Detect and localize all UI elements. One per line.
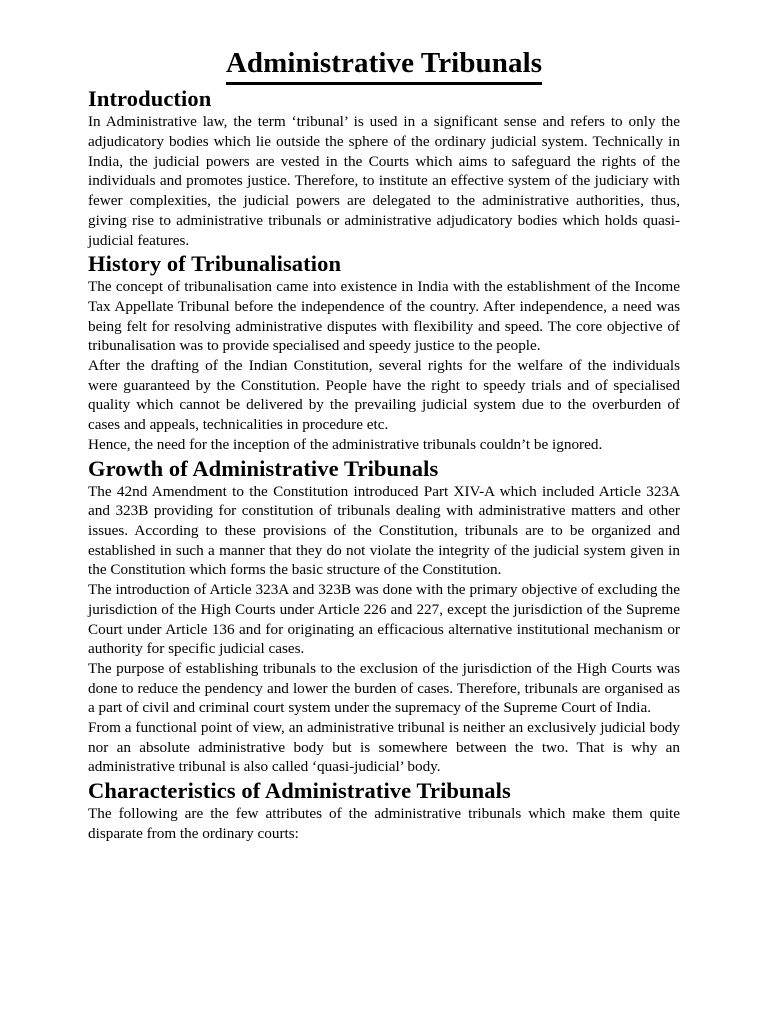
section-heading-history-of-tribunalisation: History of Tribunalisation xyxy=(88,251,342,277)
section-heading-characteristics-of-administrative-tribunals: Characteristics of Administrative Tribunals xyxy=(88,778,511,804)
page-title-text: Administrative Tribunals xyxy=(226,47,542,85)
paragraph-growth-3: The purpose of establishing tribunals to the exclusion of the jurisdiction of the High Courts was done to reduce the pendency and lower the burden of cases. Therefore, tribunals are organised as a part of civil and criminal court system under the supremacy of the Supreme Court of India. xyxy=(88,659,680,717)
section-heading-introduction: Introduction xyxy=(88,86,212,112)
paragraph-growth-4: From a functional point of view, an administrative tribunal is neither an exclusively judicial body nor an absolute administrative body but is somewhere between the two. That is why an administrative tribunal is also called ‘quasi-judicial’ body. xyxy=(88,719,680,776)
document-content xyxy=(88,0,680,844)
paragraph-history-3: Hence, the need for the inception of the administrative tribunals couldn’t be ignored. xyxy=(88,435,603,453)
paragraph-growth-2: The introduction of Article 323A and 323B was done with the primary objective of excluding the jurisdiction of the High Courts under Article 226 and 227, except the jurisdiction of the Supreme Court under Article 136 and for originating an efficacious alternative institutional mechanism or authority for specific judicial cases. xyxy=(88,581,680,658)
paragraph-characteristics-1: The following are the few attributes of the administrative tribunals which make them quite disparate from the ordinary courts: xyxy=(88,805,680,842)
paragraph-history-2: After the drafting of the Indian Constitution, several rights for the welfare of the individuals were guaranteed by the Constitution. People have the right to speedy trials and of specialised quality which cannot be delivered by the prevailing judicial system due to the overburden of cases and appeals, technicalities in procedure etc. xyxy=(88,357,680,434)
paragraph-introduction-1: In Administrative law, the term ‘tribunal’ is used in a significant sense and refers to only the adjudicatory bodies which lie outside the sphere of the ordinary judicial system. Technically in India, the judicial powers are vested in the Courts which aims to safeguard the rights of the individuals and promotes justice. Therefore, to institute an effective system of the judiciary with fewer complexities, the judicial powers are delegated to the administrative authorities, thus, giving rise to administrative tribunals or administrative adjudicatory bodies which holds quasi-judicial features. xyxy=(88,113,680,249)
page-title xyxy=(88,0,680,85)
paragraph-history-1: The concept of tribunalisation came into existence in India with the establishment of the Income Tax Appellate Tribunal before the independence of the country. After independence, a need was being felt for resolving administrative disputes with flexibility and speed. The core objective of tribunalisation was to provide specialised and speedy justice to the people. xyxy=(88,278,680,355)
section-heading-growth-of-administrative-tribunals: Growth of Administrative Tribunals xyxy=(88,455,439,481)
paragraph-growth-1: The 42nd Amendment to the Constitution introduced Part XIV-A which included Article 323A and 323B providing for constitution of tribunals dealing with administrative matters and other issues. According to these provisions of the Constitution, tribunals are to be organized and established in such a manner that they do not violate the integrity of the judicial system given in the Constitution which forms the basic structure of the Constitution. xyxy=(88,482,680,579)
